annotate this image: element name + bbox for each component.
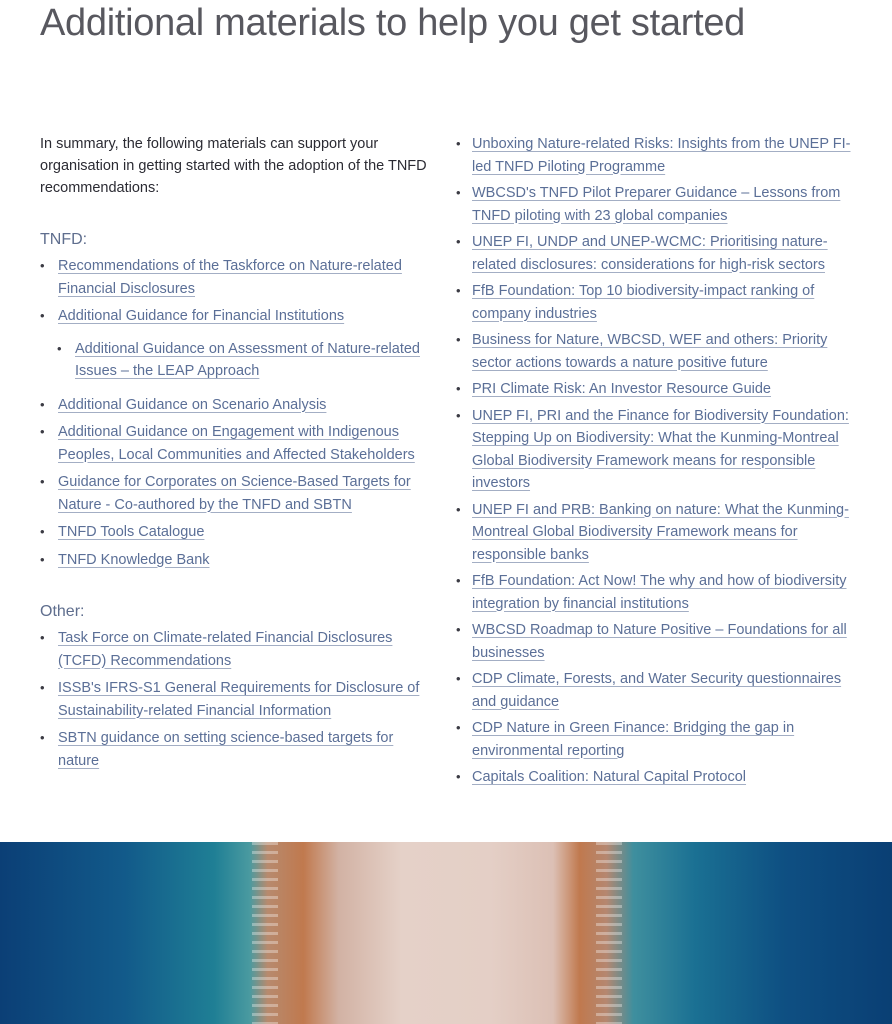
cdp-nature-green-finance-link[interactable]: CDP Nature in Green Finance: Bridging the gap in environmental reporting <box>472 720 795 759</box>
indigenous-engagement-link[interactable]: Additional Guidance on Engagement with Indigenous Peoples, Local Communities and Affected Stakeholders <box>58 424 415 463</box>
page-title: Additional materials to help you get started <box>40 2 745 44</box>
list-item <box>40 627 432 672</box>
tnfd-recommendations-link[interactable]: Recommendations of the Taskforce on Nature-related Financial Disclosures <box>58 258 402 297</box>
list-item <box>40 305 432 328</box>
other-heading: Other: <box>40 603 85 620</box>
list-item <box>456 570 856 615</box>
issb-ifrs-s1-link[interactable]: ISSB's IFRS-S1 General Requirements for Disclosure of Sustainability-related Financial Information <box>58 680 420 719</box>
guidance-financial-institutions-link[interactable]: Additional Guidance for Financial Institutions <box>58 308 345 324</box>
ffb-top10-ranking-link[interactable]: FfB Foundation: Top 10 biodiversity-impact ranking of company industries <box>472 283 815 322</box>
list-item <box>456 280 856 325</box>
list-item <box>40 677 432 722</box>
scenario-analysis-link[interactable]: Additional Guidance on Scenario Analysis <box>58 396 327 413</box>
tnfd-list <box>40 255 432 571</box>
list-item <box>456 133 856 178</box>
banking-on-nature-link[interactable]: UNEP FI and PRB: Banking on nature: What the Kunming-Montreal Global Biodiversity Framework means for responsible banks <box>472 501 849 563</box>
list-item <box>40 394 432 417</box>
list-item <box>57 338 432 383</box>
knowledge-bank-link[interactable]: TNFD Knowledge Bank <box>58 551 210 568</box>
ffb-act-now-link[interactable]: FfB Foundation: Act Now! The why and how of biodiversity integration by financial institutions <box>472 573 847 612</box>
leap-approach-link[interactable]: Additional Guidance on Assessment of Nature-related Issues – the LEAP Approach <box>75 340 420 379</box>
list-item <box>40 727 432 772</box>
other-list <box>40 627 432 772</box>
list-item <box>456 766 856 789</box>
list-item <box>40 471 432 516</box>
cdp-questionnaires-link[interactable]: CDP Climate, Forests, and Water Security questionnaires and guidance <box>472 671 842 710</box>
list-item <box>456 182 856 227</box>
list-item <box>40 255 432 300</box>
list-item <box>456 717 856 762</box>
pri-climate-risk-link[interactable]: PRI Climate Risk: An Investor Resource Guide <box>472 381 771 397</box>
list-item <box>40 421 432 466</box>
science-based-targets-link[interactable]: Guidance for Corporates on Science-Based Targets for Nature - Co-authored by the TNFD and SBTN <box>58 474 411 513</box>
wbcsd-pilot-guidance-link[interactable]: WBCSD's TNFD Pilot Preparer Guidance – Lessons from TNFD piloting with 23 global companies <box>472 185 841 224</box>
wbcsd-roadmap-link[interactable]: WBCSD Roadmap to Nature Positive – Foundations for all businesses <box>472 622 847 661</box>
intro-text: In summary, the following materials can support your organisation in getting started with the adoption of the TNFD recommendations: <box>40 136 427 196</box>
tnfd-heading: TNFD: <box>40 231 88 248</box>
prioritising-disclosures-link[interactable]: UNEP FI, UNDP and UNEP-WCMC: Prioritising nature-related disclosures: considerations for high-risk sectors <box>472 234 828 273</box>
list-item <box>456 231 856 276</box>
sbtn-guidance-link[interactable]: SBTN guidance on setting science-based targets for nature <box>58 730 394 769</box>
unboxing-nature-risks-link[interactable]: Unboxing Nature-related Risks: Insights from the UNEP FI-led TNFD Piloting Programme <box>472 136 851 175</box>
list-item <box>456 668 856 713</box>
aerial-coastline-photo <box>0 842 892 1024</box>
right-column <box>456 133 856 793</box>
list-item <box>456 499 856 567</box>
surf-foam-left <box>252 842 278 1024</box>
tools-catalogue-link[interactable]: TNFD Tools Catalogue <box>58 524 205 540</box>
priority-sector-actions-link[interactable]: Business for Nature, WBCSD, WEF and others: Priority sector actions towards a nature positive future <box>472 332 828 371</box>
list-item <box>456 405 856 495</box>
list-item <box>40 549 432 572</box>
natural-capital-protocol-link[interactable]: Capitals Coalition: Natural Capital Protocol <box>472 769 747 785</box>
resources-list <box>456 133 856 789</box>
list-item <box>40 521 432 544</box>
tcfd-recommendations-link[interactable]: Task Force on Climate-related Financial Disclosures (TCFD) Recommendations <box>58 630 393 669</box>
list-item <box>456 619 856 664</box>
list-item <box>456 378 856 401</box>
list-item <box>456 329 856 374</box>
left-column <box>40 133 432 777</box>
surf-foam-right <box>596 842 622 1024</box>
stepping-up-biodiversity-link[interactable]: UNEP FI, PRI and the Finance for Biodiversity Foundation: Stepping Up on Biodiversity: What the Kunming-Montreal Global Biodiversity Framework means for responsible investors <box>472 407 849 491</box>
